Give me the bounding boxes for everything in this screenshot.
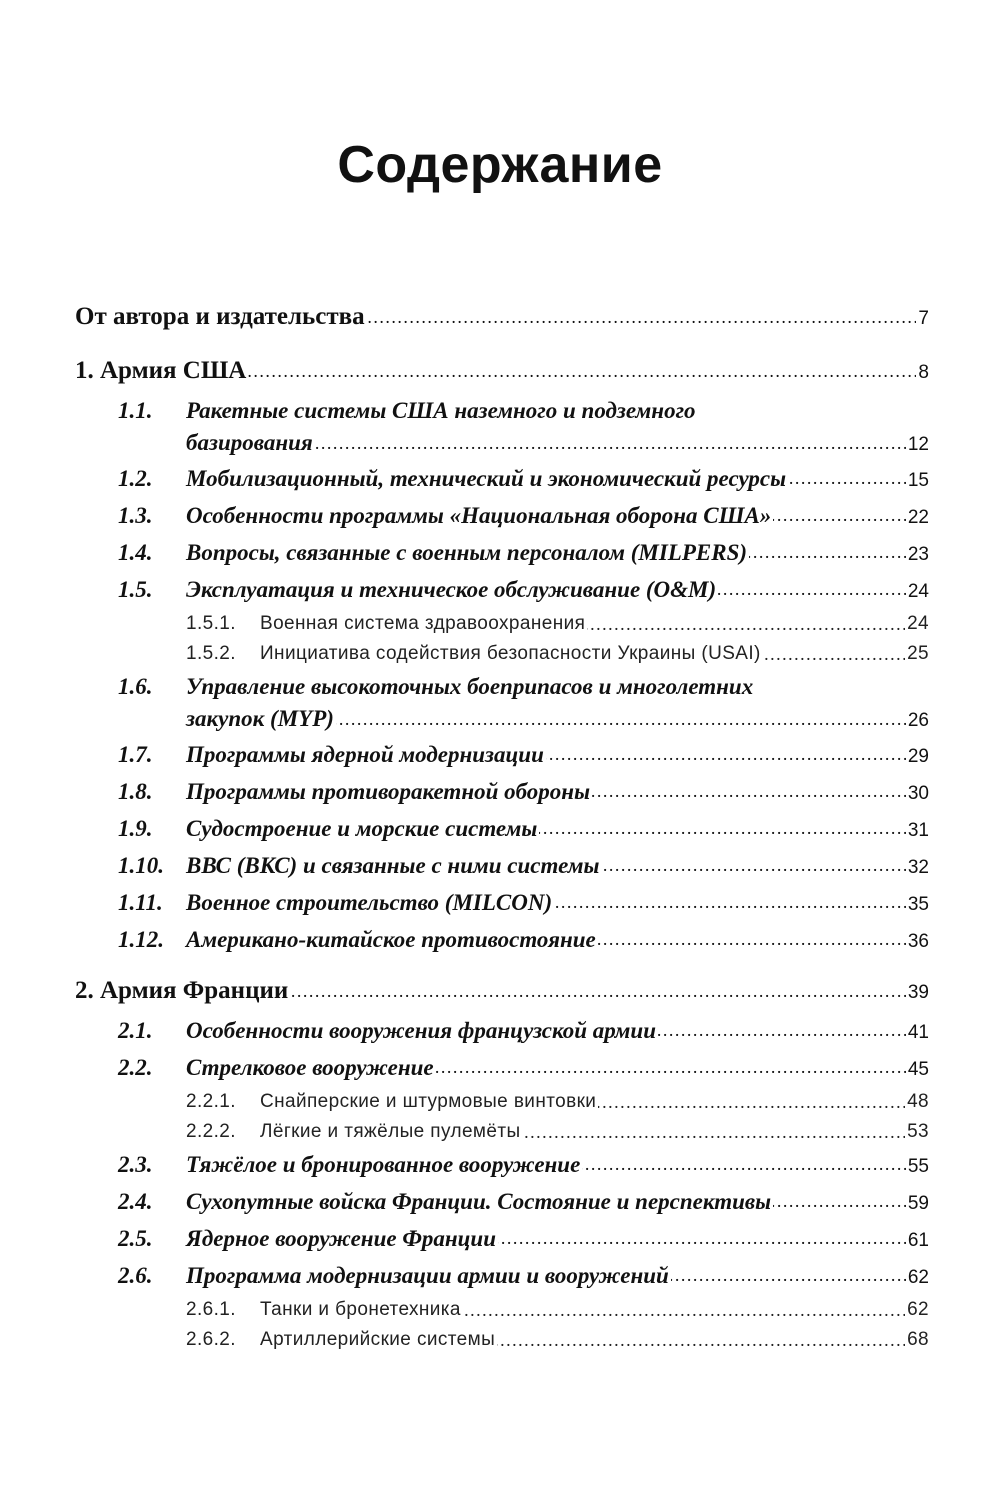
dot-leader <box>671 1258 906 1293</box>
dot-leader <box>763 639 905 669</box>
toc-entry-title: Программа модернизации армии и вооружений <box>186 1263 669 1288</box>
toc-entry-number: 1.6. <box>118 674 153 699</box>
toc-entry-title: 1. Армия США <box>75 357 247 384</box>
toc-entry-number: 1.12. <box>118 927 164 952</box>
toc-entry-page: 7 <box>918 308 929 329</box>
toc-entry[interactable] <box>75 1325 929 1355</box>
toc-entry-page: 61 <box>907 1230 929 1251</box>
toc-entry-title: Тяжёлое и бронированное вооружение <box>186 1152 581 1177</box>
toc-entry-title: Программы противоракетной обороны <box>186 779 591 804</box>
toc-entry-number: 2.3. <box>118 1152 153 1177</box>
toc-entry[interactable] <box>75 971 929 1013</box>
toc-entry-title: Сухопутные войска Франции. Состояние и перспективы <box>186 1189 772 1214</box>
toc-entry-title: закупок (MYP) <box>186 706 334 731</box>
toc-entry-number: 2.2. <box>118 1055 153 1080</box>
dot-leader <box>290 971 906 1011</box>
toc-entry-title: Инициатива содействия безопасности Украины (USAI) <box>260 643 761 664</box>
toc-entry-number: 1.2. <box>118 466 153 491</box>
toc-entry[interactable] <box>75 1147 929 1184</box>
toc-entry-page: 62 <box>907 1299 929 1320</box>
dot-leader <box>546 737 906 772</box>
toc-entry[interactable] <box>75 1087 929 1117</box>
toc-entry-number: 2.2.2. <box>186 1121 236 1142</box>
toc-entry-title: Лёгкие и тяжёлые пулемёты <box>260 1121 521 1142</box>
toc-entry-number: 1.1. <box>118 398 153 423</box>
toc-entry-title: Программы ядерной модернизации <box>186 742 544 767</box>
dot-leader <box>498 1221 906 1256</box>
dot-leader <box>539 811 906 846</box>
toc-entry-title: Стрелковое вооружение <box>186 1055 434 1080</box>
toc-entry-number: 1.9. <box>118 816 153 841</box>
toc-entry-number: 1.3. <box>118 503 153 528</box>
toc-entry[interactable] <box>75 609 929 639</box>
toc-entry-title: Мобилизационный, технический и экономический ресурсы <box>186 466 787 491</box>
dot-leader <box>598 1087 905 1117</box>
toc-entry[interactable] <box>75 1013 929 1050</box>
toc-entry-title: Управление высокоточных боеприпасов и многолетних <box>186 674 754 699</box>
toc-entry-number: 2.6.2. <box>186 1329 236 1350</box>
toc-entry[interactable] <box>75 393 929 461</box>
toc-entry-number: 2.1. <box>118 1018 153 1043</box>
toc-entry-title: ВВС (ВКС) и связанные с ними системы <box>186 853 600 878</box>
page-title: Содержание <box>337 135 663 194</box>
toc-entry-page: 29 <box>907 746 929 767</box>
toc-entry-page: 35 <box>907 894 929 915</box>
toc-entry-number: 1.8. <box>118 779 153 804</box>
toc-entry-number: 2.6.1. <box>186 1299 236 1320</box>
toc-entry-page: 68 <box>907 1329 929 1350</box>
toc-entry-page: 22 <box>907 507 929 528</box>
toc-entry-number: 2.6. <box>118 1263 153 1288</box>
toc-entry[interactable] <box>75 1295 929 1325</box>
toc-entry-title: Артиллерийские системы <box>260 1329 496 1350</box>
toc-entry[interactable] <box>75 461 929 498</box>
toc-entry-title: Американо-китайское противостояние <box>186 927 596 952</box>
dot-leader <box>497 1325 905 1355</box>
toc-entry[interactable] <box>75 737 929 774</box>
toc-entry[interactable] <box>75 1184 929 1221</box>
dot-leader <box>658 1013 906 1048</box>
dot-leader <box>463 1295 905 1325</box>
toc-entry-page: 55 <box>907 1156 929 1177</box>
toc-entry[interactable] <box>75 1050 929 1087</box>
toc-entry-title: базирования <box>186 430 313 455</box>
toc-entry[interactable] <box>75 1258 929 1295</box>
toc-entry-title: 2. Армия Франции <box>75 977 289 1004</box>
toc-entry-page: 59 <box>907 1193 929 1214</box>
toc-entry-number: 1.11. <box>118 890 163 915</box>
toc-entry-page: 26 <box>907 710 929 731</box>
dot-leader <box>315 427 906 459</box>
toc-entry[interactable] <box>75 811 929 848</box>
toc-entry-title: Особенности программы «Национальная оборона США» <box>186 503 772 528</box>
toc-entry[interactable] <box>75 922 929 959</box>
toc-entry[interactable] <box>75 1221 929 1258</box>
toc-entry-title: Танки и бронетехника <box>260 1299 461 1320</box>
toc-entry-number: 1.4. <box>118 540 153 565</box>
dot-leader <box>436 1050 906 1085</box>
toc-entry-page: 39 <box>907 982 929 1003</box>
dot-leader <box>773 1184 906 1219</box>
dot-leader <box>587 609 905 639</box>
table-of-contents <box>75 297 929 1355</box>
toc-entry[interactable] <box>75 848 929 885</box>
toc-entry-page: 48 <box>907 1091 929 1112</box>
toc-entry-title: Ядерное вооружение Франции <box>186 1226 497 1251</box>
toc-entry-page: 31 <box>907 820 929 841</box>
toc-entry-page: 25 <box>907 643 929 664</box>
toc-entry[interactable] <box>75 639 929 669</box>
toc-entry[interactable] <box>75 885 929 922</box>
toc-entry-page: 36 <box>907 931 929 952</box>
toc-entry[interactable] <box>75 774 929 811</box>
toc-entry-page: 23 <box>907 544 929 565</box>
toc-entry[interactable] <box>75 669 929 737</box>
toc-entry-title: Ракетные системы США наземного и подземного <box>186 398 696 423</box>
toc-entry[interactable] <box>75 572 929 609</box>
toc-entry-number: 1.5. <box>118 577 153 602</box>
toc-entry-page: 24 <box>907 613 929 634</box>
toc-entry-page: 24 <box>907 581 929 602</box>
dot-leader <box>523 1117 906 1147</box>
toc-entry-page: 45 <box>907 1059 929 1080</box>
dot-leader <box>773 498 906 533</box>
toc-entry-number: 2.4. <box>118 1189 153 1214</box>
toc-entry-number: 1.5.1. <box>186 613 236 634</box>
dot-leader <box>598 922 906 957</box>
toc-entry-number: 2.5. <box>118 1226 153 1251</box>
toc-entry-page: 30 <box>907 783 929 804</box>
toc-entry-page: 41 <box>907 1022 929 1043</box>
toc-entry-number: 1.5.2. <box>186 643 236 664</box>
dot-leader <box>718 572 906 607</box>
toc-entry[interactable] <box>75 351 929 393</box>
toc-entry[interactable] <box>75 535 929 572</box>
toc-entry-page: 32 <box>907 857 929 878</box>
toc-entry[interactable] <box>75 1117 929 1147</box>
toc-entry-title: Военное строительство (MILCON) <box>186 890 553 915</box>
toc-entry-page: 62 <box>907 1267 929 1288</box>
toc-entry-number: 2.2.1. <box>186 1091 236 1112</box>
dot-leader <box>601 848 905 883</box>
toc-entry-number: 1.10. <box>118 853 164 878</box>
dot-leader <box>582 1147 906 1182</box>
toc-entry-title: Вопросы, связанные с военным персоналом (MILPERS) <box>186 540 748 565</box>
toc-entry-page: 8 <box>918 362 929 383</box>
toc-entry[interactable] <box>75 498 929 535</box>
dot-leader <box>592 774 906 809</box>
toc-entry-number: 1.7. <box>118 742 153 767</box>
toc-entry-title: Эксплуатация и техническое обслуживание (O&M) <box>186 577 717 602</box>
toc-entry[interactable] <box>75 297 929 339</box>
dot-leader <box>248 351 916 391</box>
dot-leader <box>749 535 906 570</box>
toc-entry-title: Военная система здравоохранения <box>260 613 586 634</box>
toc-entry-page: 53 <box>907 1121 929 1142</box>
dot-leader <box>788 461 906 496</box>
dot-leader <box>367 297 917 337</box>
toc-entry-page: 15 <box>907 470 929 491</box>
toc-entry-title: Особенности вооружения французской армии <box>186 1018 656 1043</box>
toc-entry-page: 12 <box>907 434 929 455</box>
toc-entry-title: От автора и издательства <box>75 303 365 330</box>
dot-leader <box>554 885 906 920</box>
toc-entry-title: Снайперские и штурмовые винтовки <box>260 1091 597 1112</box>
dot-leader <box>336 703 906 735</box>
toc-entry-title: Судостроение и морские системы <box>186 816 538 841</box>
